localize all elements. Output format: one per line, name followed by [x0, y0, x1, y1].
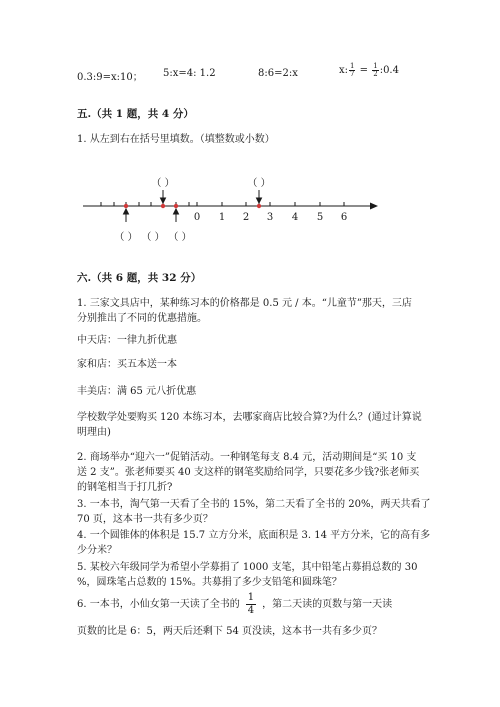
q1-line-1: 1. 三家文具店中，某种练习本的价格都是 0.5 元 / 本。“儿童节”那天，三店 [77, 298, 412, 309]
store-jiahe: 家和店：买五本送一本 [77, 359, 177, 370]
tick-label-2: 2 [242, 212, 250, 223]
point-marker [257, 204, 261, 208]
section-6-heading: 六.（共 6 题，共 32 分） [77, 272, 202, 284]
arrow-head [161, 198, 166, 203]
fraction-denominator: 7 [350, 70, 355, 78]
tick-label-4: 4 [291, 212, 299, 223]
q6-post: ，第二天读的页数与第一天读 [262, 599, 393, 610]
point-marker [174, 204, 178, 208]
fraction-denominator: 4 [247, 605, 255, 616]
fraction-numerator: 1 [373, 62, 378, 70]
section-5-heading: 五.（共 1 题，共 4 分） [77, 108, 194, 120]
q2-line-3: 的钢笔相当于打几折? [77, 482, 173, 493]
answer-bracket-bottom-2: （ ） [141, 232, 165, 243]
point-marker [161, 204, 165, 208]
arrow-head [124, 209, 129, 214]
number-line-ticks [101, 202, 344, 206]
q6-fraction [246, 592, 256, 617]
section-5-question-1: 1. 从左到右在括号里填数。（填整数或小数） [77, 134, 275, 145]
equation-1: 0.3:9=x:10； [77, 72, 143, 83]
store-zhongtian: 中天店：一律九折优惠 [77, 335, 177, 346]
answer-bracket-top-2: （ ） [247, 178, 271, 189]
equation-4 [339, 63, 399, 78]
q2-line-2: 送 2 支”。张老师要买 40 支这样的钢笔奖励给同学，只要花多少钱?张老师买 [77, 467, 420, 478]
tick-label-1: 1 [218, 212, 226, 223]
q1-ask-line-2: 明理由) [77, 427, 111, 438]
answer-bracket-bottom-3: （ ） [168, 232, 192, 243]
tick-label-0: 0 [193, 212, 201, 223]
equation-4-fraction-2 [372, 63, 378, 78]
number-line-arrowhead [370, 203, 378, 210]
answer-bracket-top-1: （ ） [151, 178, 175, 189]
fraction-numerator: 1 [247, 592, 255, 603]
q4-line-2: 少分米？ [77, 545, 117, 556]
q1-ask-line-1: 学校数学处要购买 120 本练习本，去哪家商店比较合算?为什么？(通过计算说 [77, 412, 422, 423]
equation-4-prefix: x: [339, 65, 349, 76]
q2-line-1: 2. 商场举办“迎六一”促销活动。一种钢笔每支 8.4 元，活动期间是“买 10 支 [77, 452, 417, 463]
equation-4-mid: = [356, 65, 372, 76]
tick-label-6: 6 [340, 212, 348, 223]
tick-label-3: 3 [266, 212, 274, 223]
q3-line-1: 3. 一本书，淘气第一天看了全书的 15%，第二天看了全书的 20%，两天共看了 [77, 499, 431, 510]
q1-line-2: 分别推出了不同的优惠措施。 [77, 313, 207, 324]
equation-4-suffix: :0.4 [379, 65, 399, 76]
arrow-head [257, 198, 262, 203]
arrow-head [174, 209, 179, 214]
q6-pre: 6. 一本书，小仙女第一天读了全书的 [77, 599, 240, 610]
fraction-numerator: 1 [350, 62, 355, 70]
point-marker [124, 204, 128, 208]
tick-label-5: 5 [316, 212, 324, 223]
equation-2: 5:x=4: 1.2 [163, 68, 216, 79]
number-line [0, 170, 500, 250]
q6-line-2: 页数的比是 6：5，两天后还剩下 54 页没读，这本书一共有多少页？ [77, 626, 382, 637]
q5-line-2: %，圆珠笔占总数的 15%。共募捐了多少支铅笔和圆珠笔？ [77, 577, 342, 588]
number-line-labels [194, 212, 347, 223]
q6-line-1 [77, 592, 392, 617]
q5-line-1: 5. 某校六年级同学为希望小学募捐了 1000 支笔，其中铅笔占募捐总数的 30 [77, 562, 418, 573]
q4-line-1: 4. 一个圆锥体的体积是 15.7 立方分米，底面积是 3. 14 平方分米，它的高有多 [77, 530, 431, 541]
equation-3: 8:6=2:x [258, 68, 298, 79]
q3-line-2: 70 页，这本书一共有多少页？ [77, 514, 213, 525]
store-fengmei: 丰美店：满 65 元八折优惠 [77, 386, 197, 397]
fraction-denominator: 2 [373, 70, 378, 78]
answer-bracket-bottom-1: （ ） [114, 232, 138, 243]
answer-brackets [114, 177, 270, 243]
equation-4-fraction-1 [349, 63, 355, 78]
